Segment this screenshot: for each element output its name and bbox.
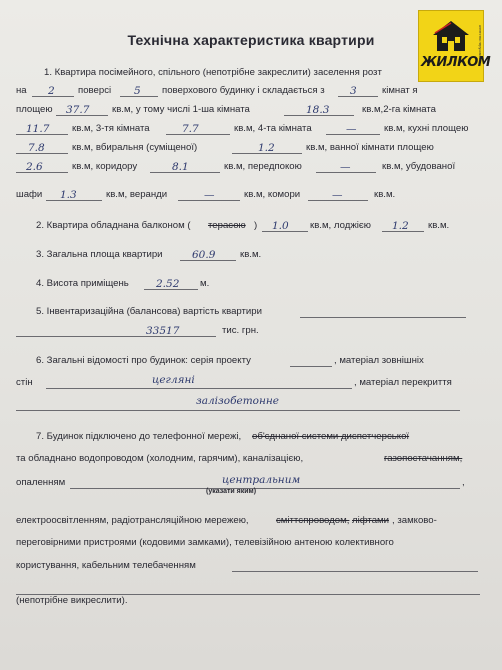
s1-text: поверхового будинку і складається з [162, 85, 325, 96]
rooms-value: 3 [350, 85, 357, 97]
s1-text: кв.м, веранди [106, 189, 168, 200]
wall-material-value: цегляні [152, 374, 195, 386]
s2-text: 2. Квартира обладнана балконом ( [36, 220, 191, 231]
s1-text: кв.м, кухні площею [384, 123, 469, 134]
s1-text-a: 1. Квартира посімейного, спільного (непотрібне закреслити) заселення розт [44, 67, 382, 78]
s1-line-2 [0, 82, 502, 100]
room2-value: 11.7 [26, 123, 50, 135]
s3-text: кв.м. [240, 249, 262, 260]
s1-text: поверсі [78, 85, 112, 96]
s7-text: 7. Будинок підключено до телефонної мережі, [36, 431, 242, 442]
s6-text: 6. Загальні відомості про будинок: серія проекту [36, 355, 251, 366]
s1-text: кв.м, у тому числі 1-ша кімната [112, 104, 250, 115]
s2-text: ) [254, 220, 258, 231]
s1-text: кв.м, комори [244, 189, 301, 200]
underline [232, 571, 478, 572]
s1-text: на [16, 85, 27, 96]
s4-text: 4. Висота приміщень [36, 278, 129, 289]
s5-line-1 [0, 303, 502, 321]
s1-line-3 [0, 101, 502, 119]
underline [16, 336, 216, 337]
s1-text: кв.м, вбиральня (суміщеної) [72, 142, 198, 153]
s2-line [0, 217, 502, 235]
s1-line-1 [0, 64, 502, 82]
s1-line-6 [0, 158, 502, 176]
terrace-struck: терасою [208, 220, 246, 231]
underline [290, 366, 332, 367]
floors-value: 5 [134, 85, 141, 97]
s3-line [0, 246, 502, 264]
logo-side-text: агентство нерухомості [478, 25, 482, 62]
s1-text: кв.м, коридору [72, 161, 138, 172]
s7-line-4 [0, 512, 502, 530]
s1-text: кв.м,2-га кімната [362, 104, 437, 115]
underline [16, 410, 460, 411]
total-area-value: 60.9 [192, 249, 216, 261]
loggia-value: 1.2 [392, 220, 409, 232]
underline [338, 96, 378, 97]
kitchen-value: 7.8 [28, 142, 45, 154]
s6-text: стін [16, 377, 33, 388]
underline [46, 388, 352, 389]
bath-value: 2.6 [26, 161, 43, 173]
s5-text: 5. Інвентаризаційна (балансова) вартість квартири [36, 306, 262, 317]
s7-text: опаленням [16, 477, 66, 488]
s7-text: , замково- [392, 515, 437, 526]
s6-line-3 [0, 396, 502, 414]
s7-text: (непотрібне викреслити). [16, 595, 128, 606]
heating-hint: (указати яким) [206, 488, 257, 495]
balcony-value: 1.0 [272, 220, 289, 232]
s2-text: кв.м. [428, 220, 450, 231]
s6-line-1 [0, 352, 502, 370]
s7-line-2 [0, 450, 502, 468]
s4-text: м. [200, 278, 210, 289]
corridor-value: 8.1 [172, 161, 189, 173]
logo-brand-text: ЖИЛКОМ [421, 55, 491, 70]
s4-line [0, 275, 502, 293]
s1-text: кв.м, 4-та кімната [234, 123, 312, 134]
s7-text: переговірними пристроями (кодовими замками), телевізійною антеною колективного [16, 537, 394, 548]
s1-text: кв.м, убудованої [382, 161, 456, 172]
s7-text: та обладнано водопроводом (холодним, гарячим), каналізацією, [16, 453, 304, 464]
slab-material-value: залізобетонне [196, 395, 280, 407]
s1-text: кв.м, 3-тя кімната [72, 123, 150, 134]
s1-text: площею [16, 104, 53, 115]
s7-struck-garbage: сміттєпроводом, [276, 515, 350, 526]
s7-line-6 [0, 557, 502, 575]
hall-value: — [340, 161, 351, 173]
document-title: Технічна характеристика квартири [127, 32, 375, 48]
floor-value: 2 [48, 85, 55, 97]
veranda-value: — [204, 189, 215, 201]
inventory-value: 33517 [146, 325, 180, 337]
heating-value: центральним [222, 474, 301, 486]
s7-text: користування, кабельним телебаченням [16, 560, 196, 571]
s7-line-1 [0, 428, 502, 446]
ceiling-height-value: 2.52 [156, 278, 180, 290]
s6-text: , матеріал зовнішніх [334, 355, 424, 366]
s5-text: тис. грн. [222, 325, 259, 336]
area-value: 37.7 [66, 104, 90, 116]
s1-line-5 [0, 139, 502, 157]
s2-text: кв.м, лоджією [310, 220, 371, 231]
s7-line-5 [0, 534, 502, 552]
underline [300, 317, 466, 318]
s1-text: кімнат я [382, 85, 418, 96]
room3-value: 7.7 [182, 123, 199, 135]
toilet-value: 1.2 [258, 142, 275, 154]
s7-struck-gas: газопостачанням, [384, 453, 463, 464]
s1-text: кв.м, ванної кімнати площею [306, 142, 434, 153]
wardrobe-value: 1.3 [60, 189, 77, 201]
s1-text: шафи [16, 189, 43, 200]
s6-line-2 [0, 374, 502, 392]
s7-struck-lifts: ліфтами [352, 515, 389, 526]
s7-hint-line [0, 486, 502, 498]
s7-text: , [462, 477, 465, 488]
room1-value: 18.3 [306, 104, 330, 116]
s1-text: кв.м, передпокою [224, 161, 302, 172]
s1-line-7 [0, 186, 502, 204]
s1-text: кв.м. [374, 189, 396, 200]
room4-value: — [346, 123, 357, 135]
s1-line-4 [0, 120, 502, 138]
s7-text: електроосвітленням, радіотрансляційною мережею, [16, 515, 249, 526]
s7-struck-dispatch: об'єднаної системи диспетчерської [252, 431, 410, 442]
s5-line-2 [0, 322, 502, 340]
storage-value: — [332, 189, 343, 201]
s7-line-8 [0, 592, 502, 610]
s3-text: 3. Загальна площа квартири [36, 249, 163, 260]
s6-text: , матеріал перекриття [354, 377, 452, 388]
